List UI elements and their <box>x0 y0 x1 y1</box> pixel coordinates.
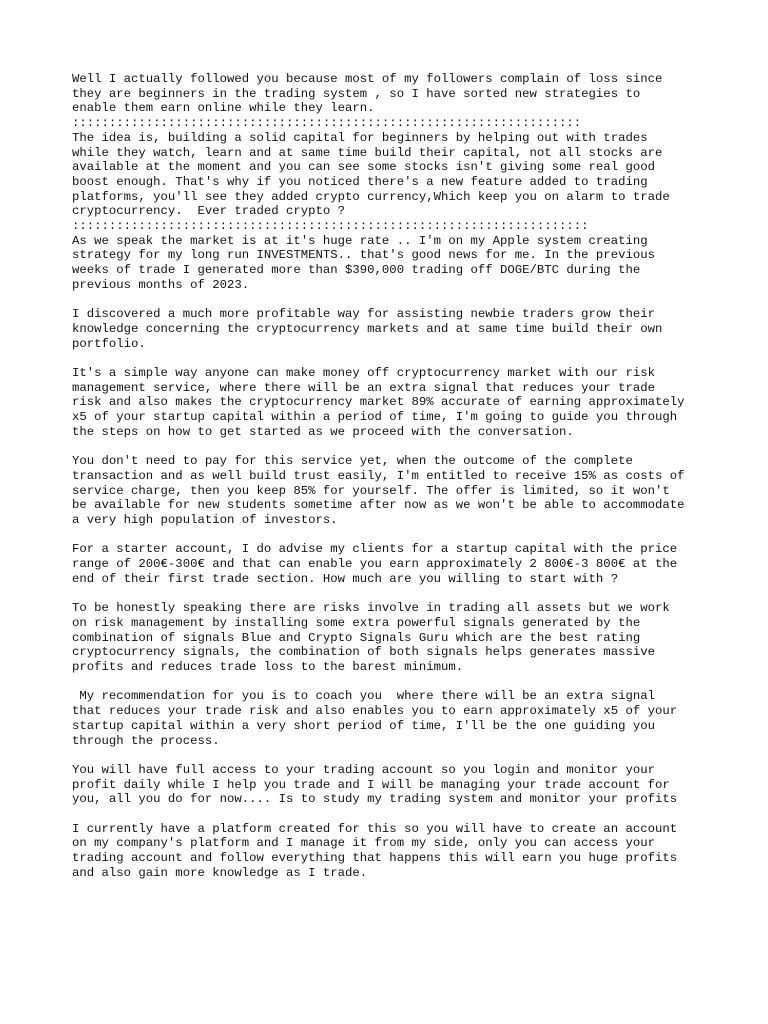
paragraph-starter-account: For a starter account, I do advise my clients for a startup capital with the price range of 200€-300€ and that can enable you earn approximately 2 800€-3 800€ at the end of their first trade section. How much are you willing to start with ? <box>72 542 678 586</box>
paragraph-discovery: I discovered a much more profitable way for assisting newbie traders grow their knowledge concerning the cryptocurrency markets and at same time build their own portfolio. <box>72 307 663 351</box>
paragraph-risk-management: It's a simple way anyone can make money off cryptocurrency market with our risk management service, where there will be an extra signal that reduces your trade risk and also makes the cryptocurrency market 89% accurate of earning approximately x5 of your startup capital within a period of time, I'm going to guide you through the steps on how to get started as we proceed with the conversation. <box>72 366 685 439</box>
paragraph-service-charge: You don't need to pay for this service yet, when the outcome of the complete transaction and as well build trust easily, I'm entitled to receive 15% as costs of service charge, then you keep 85% for yourself. The offer is limited, so it won't be available for new students sometime after now as we won't be able to accommodate a very high population of investors. <box>72 454 685 528</box>
paragraph-full-access: You will have full access to your trading account so you login and monitor your profit daily while I help you trade and I will be managing your trade account for you, all you do for now.... Is to study my trading system and monitor your profits <box>72 762 678 807</box>
paragraph-recommendation: My recommendation for you is to coach you where there will be an extra signal that reduces your trade risk and also enables you to earn approximately x5 of your startup capital within a very short period of time, I'll be the one guiding you through the process. <box>72 689 678 748</box>
paragraph-intro: Well I actually followed you because most of my followers complain of loss since they are beginners in the trading system , so I have sorted new strategies to enable them earn online while they learn. ::::::::::::::::::::::::::::::::::::::::::::::::::::::::::::::::::::: The idea is, building a solid capital for beginners by helping out with trades while they watch, learn and at same time build their capital, not all stocks are available at the moment and you can see some stocks isn't giving some real good boost enough. That's why if you noticed there's a new feature added to trading platforms, you'll see they added crypto currency,Which keep you on alarm to trade cryptocurrency. Ever traded crypto ? :::::::::::::::::::::::::::::::::::::::::::::::::::::::::::::::::::::: As we speak the market is at it's huge rate .. I'm on my Apple system creating strategy for my long run INVESTMENTS.. that's good news for me. In the previous weeks of trade I generated more than $390,000 trading off DOGE/BTC during the previous months of 2023. <box>72 72 670 292</box>
paragraph-platform: I currently have a platform created for this so you will have to create an account on my company's platform and I manage it from my side, only you can access your trading account and follow everything that happens this will earn you huge profits and also gain more knowledge as I trade. <box>72 821 678 880</box>
paragraph-risks: To be honestly speaking there are risks involve in trading all assets but we work on risk management by installing some extra powerful signals generated by the combination of signals Blue and Crypto Signals Guru which are the best rating cryptocurrency signals, the combination of both signals helps generates massive profits and reduces trade loss to the barest minimum. <box>72 601 670 675</box>
document-page <box>72 72 732 881</box>
